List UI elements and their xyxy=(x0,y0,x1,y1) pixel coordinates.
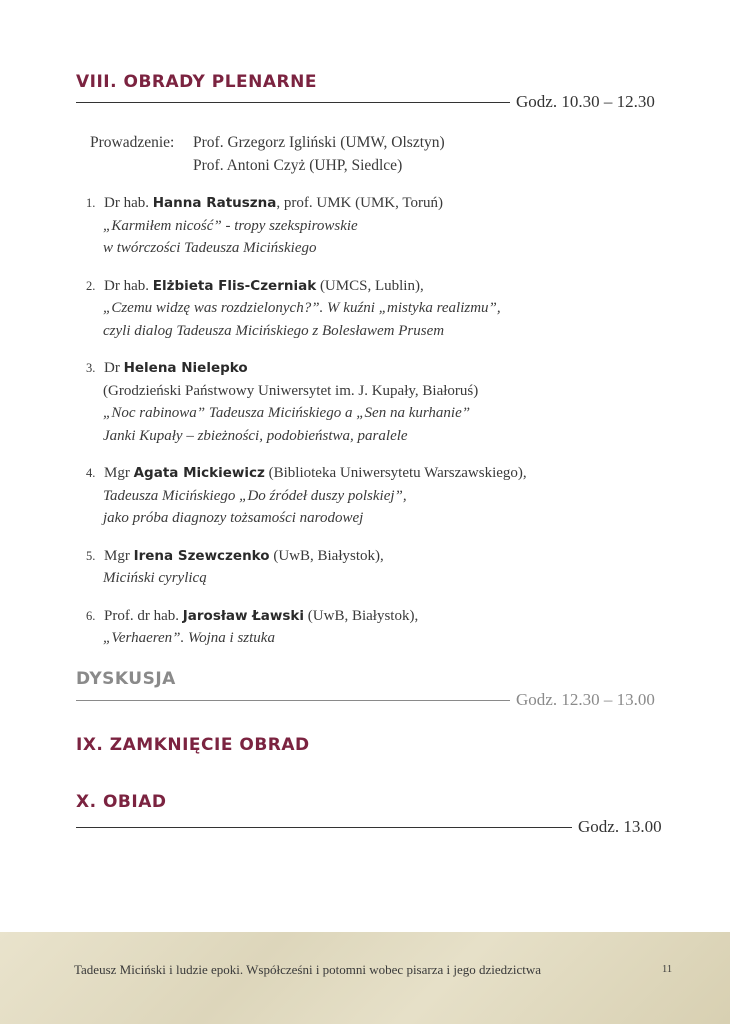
speaker-name: Irena Szewczenko xyxy=(133,547,270,564)
talk-list xyxy=(86,192,686,665)
speaker-affiliation: (UMCS, Lublin), xyxy=(316,277,424,294)
talk-title-line: Miciński cyrylicą xyxy=(103,570,207,586)
talk-title-line: „Noc rabinowa” Tadeusza Micińskiego a „Sen na kurhanie” xyxy=(103,405,471,421)
talk-title-line: czyli dialog Tadeusza Micińskiego z Bolesławem Prusem xyxy=(103,322,445,339)
talk-prefix: Mgr xyxy=(104,465,134,481)
speaker-name: Agata Mickiewicz xyxy=(133,465,265,481)
speaker-name: Hanna Ratuszna xyxy=(152,195,277,211)
plenary-time-rule xyxy=(76,92,655,112)
talk-title-line: Janki Kupały – zbieżności, podobieństwa, paralele xyxy=(103,427,408,444)
speaker-name: Elżbieta Flis-Czerniak xyxy=(152,277,317,294)
talk-item xyxy=(86,605,686,650)
talk-prefix: Dr hab. xyxy=(104,195,153,211)
speaker-affiliation: , prof. UMK (UMK, Toruń) xyxy=(276,195,443,211)
footer-text: Tadeusz Miciński i ludzie epoki. Współcześni i potomni wobec pisarza i jego dziedzictwa xyxy=(74,962,542,977)
discussion-time-rule xyxy=(76,690,655,710)
plenary-time: Godz. 10.30 – 12.30 xyxy=(516,92,655,111)
lunch-time: Godz. 13.00 xyxy=(578,817,662,836)
talk-item xyxy=(86,545,686,590)
talk-number: 5. xyxy=(86,548,96,563)
talk-title-line: jako próba diagnozy tożsamości narodowej xyxy=(103,510,364,526)
section-title-discussion: DYSKUSJA xyxy=(76,669,176,689)
talk-prefix: Prof. dr hab. xyxy=(104,607,183,624)
talk-prefix: Mgr xyxy=(104,547,134,564)
talk-title-line: „Karmiłem nicość” - tropy szekspirowskie xyxy=(103,217,358,234)
talk-item xyxy=(86,462,686,530)
discussion-time: Godz. 12.30 – 13.00 xyxy=(516,690,655,709)
chair-label: Prowadzenie: xyxy=(90,134,175,151)
talk-number: 3. xyxy=(86,361,96,375)
talk-title-line: w twórczości Tadeusza Micińskiego xyxy=(103,240,317,256)
talk-prefix: Dr xyxy=(104,360,124,376)
speaker-name: Helena Nielepko xyxy=(123,360,248,376)
talk-item xyxy=(86,192,686,260)
talk-number: 4. xyxy=(86,466,96,480)
chair-person: Prof. Grzegorz Igliński (UMW, Olsztyn) xyxy=(193,134,445,151)
talk-title-line: „Verhaeren”. Wojna i sztuka xyxy=(103,630,275,646)
talk-number: 2. xyxy=(86,278,96,293)
speaker-affiliation: (Biblioteka Uniwersytetu Warszawskiego), xyxy=(264,465,527,481)
talk-title-line: „Czemu widzę was rozdzielonych?”. W kuźni „mistyka realizmu”, xyxy=(103,300,501,316)
lunch-time-rule xyxy=(76,817,662,837)
speaker-affiliation: (UwB, Białystok), xyxy=(304,607,419,624)
chair-person: Prof. Antoni Czyż (UHP, Siedlce) xyxy=(193,157,403,174)
talk-item xyxy=(86,275,686,343)
section-title-lunch: X. OBIAD xyxy=(76,792,167,812)
page-number: 11 xyxy=(662,964,673,975)
speaker-affiliation: (Grodzieński Państwowy Uniwersytet im. J. Kupały, Białoruś) xyxy=(103,382,479,399)
talk-prefix: Dr hab. xyxy=(104,277,153,294)
talk-number: 1. xyxy=(86,196,96,210)
talk-title-line: Tadeusza Micińskiego „Do źródeł duszy polskiej”, xyxy=(103,487,407,504)
talk-number: 6. xyxy=(86,608,96,623)
divider xyxy=(76,700,510,701)
footer-band xyxy=(0,932,730,1024)
divider xyxy=(76,827,572,828)
section-title-closing: IX. ZAMKNIĘCIE OBRAD xyxy=(76,735,310,755)
speaker-affiliation: (UwB, Białystok), xyxy=(269,547,384,564)
talk-item xyxy=(86,357,686,447)
chair-block xyxy=(90,131,445,177)
speaker-name: Jarosław Ławski xyxy=(182,607,305,624)
divider xyxy=(76,102,510,103)
section-title-plenary: VIII. OBRADY PLENARNE xyxy=(76,72,317,92)
